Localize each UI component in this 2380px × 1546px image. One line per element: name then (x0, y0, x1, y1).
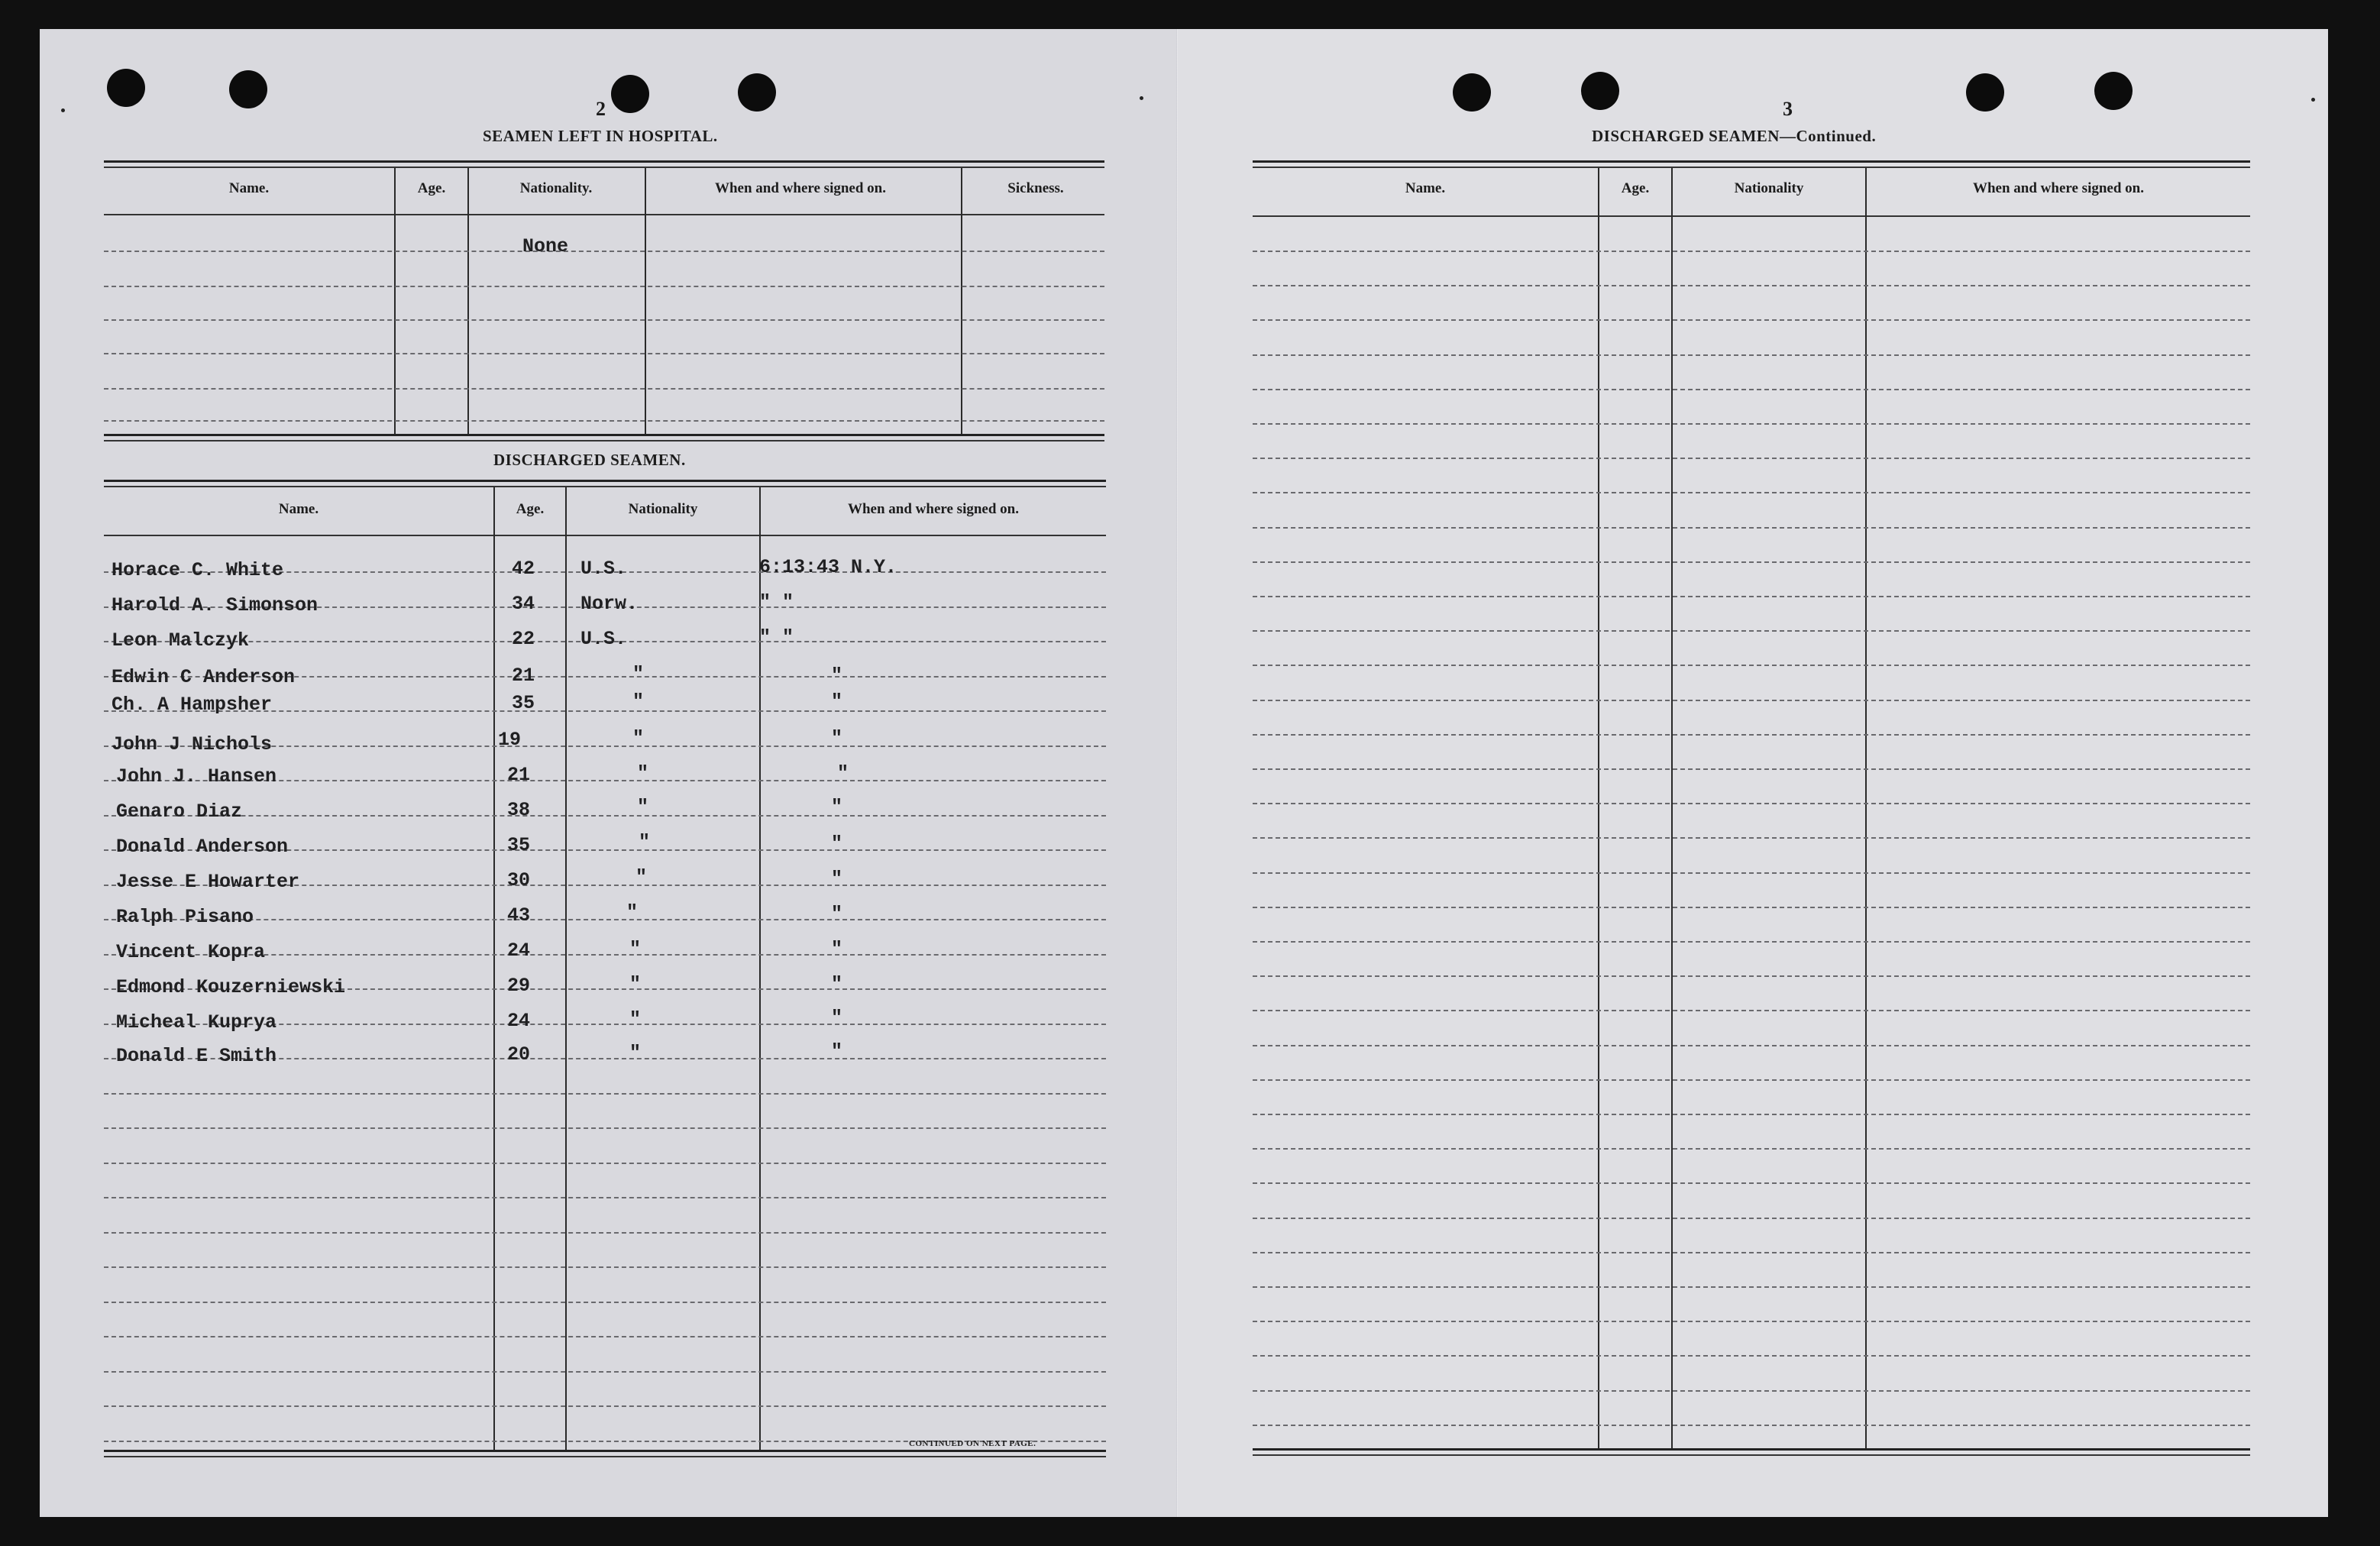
seaman-nationality: Norw. (580, 593, 639, 615)
row-line (104, 1371, 1106, 1373)
continued-col-nationality: Nationality (1734, 180, 1804, 196)
seaman-age: 24 (507, 1010, 531, 1032)
seaman-nationality: " (626, 901, 639, 923)
punch-hole (738, 73, 776, 112)
right-page (1178, 29, 2328, 1517)
speck (61, 108, 65, 112)
row-line (104, 815, 1106, 817)
seaman-name: Ch. A Hampsher (112, 694, 273, 716)
seaman-nationality: " (629, 1042, 642, 1064)
seaman-signed-on: " (837, 762, 849, 784)
seaman-name: Ralph Pisano (116, 906, 254, 928)
col-divider (961, 168, 962, 434)
seaman-signed-on: " (831, 1040, 843, 1062)
seaman-name: Genaro Diaz (116, 800, 243, 823)
punch-hole (1453, 73, 1491, 112)
seaman-name: Micheal Kuprya (116, 1011, 277, 1033)
seaman-age: 38 (507, 799, 531, 821)
rule (1253, 1448, 2250, 1451)
row-line (104, 1093, 1106, 1095)
row-line (1253, 458, 2250, 459)
seaman-age: 22 (512, 628, 535, 650)
seaman-name: John J Nichols (112, 733, 273, 755)
seaman-age: 35 (512, 692, 535, 714)
discharged-col-nationality: Nationality (628, 501, 698, 517)
hospital-entry: None (522, 235, 569, 257)
row-line (1253, 872, 2250, 874)
discharged-continued-title: DISCHARGED SEAMEN—Continued. (1592, 127, 1877, 145)
seaman-nationality: " (629, 938, 642, 960)
scanned-document (40, 29, 2328, 1517)
row-line (1253, 907, 2250, 908)
rule (104, 167, 1104, 168)
row-line (1253, 975, 2250, 977)
seaman-signed-on: " (831, 868, 843, 890)
seaman-name: Horace C. White (112, 559, 284, 581)
row-line (1253, 1390, 2250, 1392)
seaman-age: 30 (507, 869, 531, 891)
row-line (104, 1197, 1106, 1198)
continued-col-age: Age. (1621, 180, 1650, 196)
seaman-nationality: U.S. (580, 628, 627, 650)
rule (104, 160, 1104, 163)
row-line (1253, 1425, 2250, 1426)
row-line (1253, 1010, 2250, 1011)
row-line (104, 388, 1104, 390)
rule (1253, 160, 2250, 163)
seaman-name: Donald E Smith (116, 1045, 277, 1067)
row-line (104, 1127, 1106, 1129)
seaman-signed-on: " (831, 938, 843, 960)
row-line (1253, 389, 2250, 390)
rule (1253, 1454, 2250, 1456)
seaman-signed-on: " (831, 665, 843, 687)
seaman-nationality: " (629, 1008, 642, 1030)
row-line (1253, 1182, 2250, 1184)
punch-hole (611, 75, 649, 113)
left-page (40, 29, 1178, 1517)
row-line (104, 1266, 1106, 1268)
seaman-name: Leon Malczyk (112, 629, 250, 652)
rule (104, 535, 1106, 536)
row-line (1253, 1218, 2250, 1219)
punch-hole (2094, 72, 2133, 110)
seaman-age: 42 (512, 558, 535, 580)
rule (1253, 167, 2250, 168)
speck (2311, 98, 2315, 102)
row-line (1253, 561, 2250, 563)
row-line (1253, 423, 2250, 425)
row-line (104, 1405, 1106, 1407)
punch-hole (1966, 73, 2004, 112)
row-line (104, 1163, 1106, 1164)
col-divider (1598, 168, 1599, 1450)
rule (104, 480, 1106, 482)
seaman-signed-on: " " (759, 626, 794, 648)
rule (104, 214, 1104, 215)
row-line (1253, 700, 2250, 701)
row-line (1253, 354, 2250, 356)
seaman-age: 20 (507, 1043, 531, 1066)
hospital-col-age: Age. (417, 180, 446, 196)
speck (1140, 96, 1143, 100)
hospital-col-signed-on: When and where signed on. (714, 180, 886, 196)
col-divider (1865, 168, 1867, 1450)
row-line (1253, 1079, 2250, 1081)
hospital-col-nationality: Nationality. (519, 180, 593, 196)
continued-col-signed-on: When and where signed on. (1972, 180, 2144, 196)
row-line (104, 353, 1104, 354)
discharged-col-name: Name. (278, 501, 319, 517)
row-line (1253, 492, 2250, 493)
seaman-nationality: " (632, 663, 645, 685)
hospital-col-sickness: Sickness. (1007, 180, 1064, 196)
row-line (1253, 285, 2250, 286)
rule (104, 1456, 1106, 1457)
row-line (104, 319, 1104, 321)
row-line (1253, 837, 2250, 839)
seaman-age: 21 (512, 665, 535, 687)
seaman-age: 24 (507, 940, 531, 962)
seaman-name: John J. Hansen (116, 765, 277, 788)
seaman-age: 43 (507, 904, 531, 927)
seaman-name: Donald Anderson (116, 836, 289, 858)
row-line (1253, 1321, 2250, 1322)
punch-hole (107, 69, 145, 107)
seaman-name: Harold A. Simonson (112, 594, 319, 616)
row-line (1253, 941, 2250, 943)
hospital-col-name: Name. (228, 180, 270, 196)
row-line (104, 286, 1104, 287)
discharged-col-age: Age. (516, 501, 545, 517)
row-line (1253, 596, 2250, 597)
page-number: 3 (1783, 98, 1793, 120)
row-line (1253, 1148, 2250, 1150)
seaman-name: Vincent Kopra (116, 941, 266, 963)
discharged-col-signed-on: When and where signed on. (847, 501, 1019, 517)
seaman-nationality: " (637, 796, 649, 818)
seaman-signed-on: " (831, 1007, 843, 1029)
seaman-signed-on: " (831, 727, 843, 749)
seaman-signed-on: " " (759, 591, 794, 613)
seaman-nationality: " (632, 691, 645, 713)
row-line (1253, 319, 2250, 321)
rule (104, 1450, 1106, 1452)
row-line (1253, 734, 2250, 736)
seaman-signed-on: " (831, 903, 843, 925)
row-line (1253, 768, 2250, 770)
col-divider (467, 168, 469, 434)
seaman-nationality: " (637, 762, 649, 784)
row-line (104, 1336, 1106, 1337)
seaman-age: 21 (507, 764, 531, 786)
seaman-signed-on: " (831, 691, 843, 713)
seaman-name: Jesse E Howarter (116, 871, 300, 893)
hospital-title: SEAMEN LEFT IN HOSPITAL. (483, 127, 718, 145)
col-divider (645, 168, 646, 434)
row-line (1253, 251, 2250, 252)
seaman-age: 34 (512, 593, 535, 615)
punch-hole (1581, 72, 1619, 110)
rule (104, 440, 1104, 441)
continued-note: CONTINUED ON NEXT PAGE. (909, 1439, 1036, 1448)
seaman-nationality: " (629, 973, 642, 995)
discharged-title: DISCHARGED SEAMEN. (493, 451, 686, 469)
row-line (104, 1302, 1106, 1303)
seaman-nationality: U.S. (580, 558, 627, 580)
seaman-signed-on: " (831, 796, 843, 818)
seaman-signed-on: " (831, 973, 843, 995)
seaman-nationality: " (639, 831, 651, 853)
seaman-name: Edwin C Anderson (112, 666, 296, 688)
col-divider (1671, 168, 1673, 1450)
seaman-nationality: " (632, 727, 645, 749)
col-divider (565, 487, 567, 1451)
row-line (1253, 665, 2250, 666)
seaman-signed-on: 6:13:43 N.Y. (759, 556, 897, 578)
row-line (1253, 1045, 2250, 1046)
page-number: 2 (596, 98, 606, 120)
row-line (1253, 630, 2250, 632)
col-divider (493, 487, 495, 1451)
continued-col-name: Name. (1405, 180, 1446, 196)
seaman-name: Edmond Kouzerniewski (116, 976, 346, 998)
seaman-age: 29 (507, 975, 531, 997)
col-divider (394, 168, 396, 434)
row-line (1253, 1252, 2250, 1253)
rule (104, 434, 1104, 436)
row-line (104, 251, 1104, 252)
seaman-age: 19 (498, 729, 522, 751)
row-line (1253, 803, 2250, 804)
row-line (1253, 1355, 2250, 1357)
row-line (104, 420, 1104, 422)
rule (104, 486, 1106, 487)
row-line (1253, 527, 2250, 529)
rule (1253, 215, 2250, 217)
seaman-nationality: " (635, 866, 648, 888)
seaman-age: 35 (507, 834, 531, 856)
seaman-signed-on: " (831, 833, 843, 855)
row-line (104, 1232, 1106, 1234)
row-line (1253, 1114, 2250, 1115)
row-line (104, 919, 1106, 920)
punch-hole (229, 70, 267, 108)
row-line (1253, 1286, 2250, 1288)
